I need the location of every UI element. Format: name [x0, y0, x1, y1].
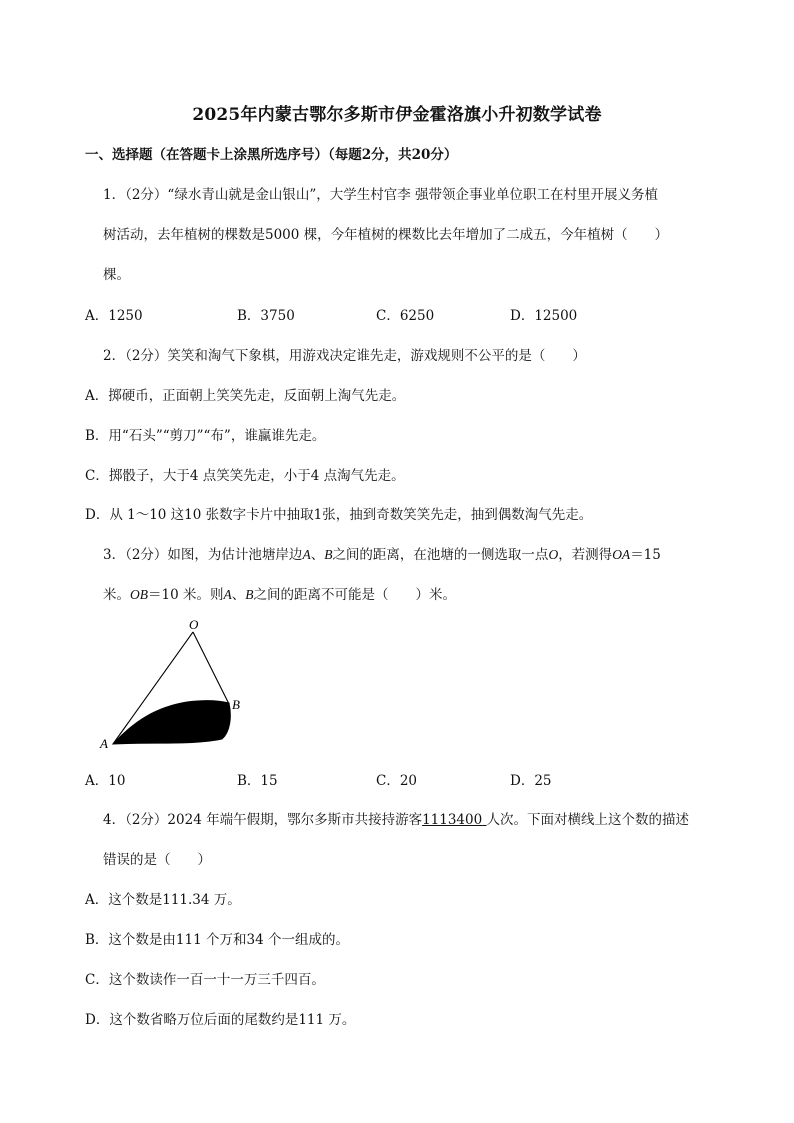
- label-a: A: [100, 736, 108, 751]
- q4-option-c[interactable]: C．这个数读作一百一十一万三千四百。: [85, 972, 325, 988]
- q3-option-c[interactable]: C．20: [376, 773, 418, 789]
- q4-option-b[interactable]: B．这个数是由111 个万和34 个一组成的。: [85, 932, 349, 948]
- q3-option-d[interactable]: D．25: [510, 773, 552, 789]
- q1-options: [85, 304, 577, 324]
- q4-line2: 错误的是（ ）: [103, 852, 211, 868]
- q1-option-a[interactable]: A．1250: [85, 308, 143, 324]
- q1-line2: 树活动，去年植树的棵数是5000 棵，今年植树的棵数比去年增加了二成五，今年植树（ ）: [103, 227, 669, 243]
- q1-option-c[interactable]: C．6250: [376, 308, 435, 324]
- q1-line3: 棵。: [103, 267, 130, 283]
- q2-option-d[interactable]: D．从 1～10 这10 张数字卡片中抽取1张，抽到奇数笑笑先走，抽到偶数淘气先走。: [85, 507, 593, 523]
- pond-figure: [95, 612, 255, 754]
- q3-option-b[interactable]: B．15: [237, 773, 278, 789]
- section-heading: 一、选择题（在答题卡上涂黑所选序号）（每题2分，共20分）: [85, 147, 458, 163]
- q1-line1: 1．（2分）“绿水青山就是金山银山”，大学生村官李 强带领企事业单位职工在村里开展义务植: [103, 187, 659, 203]
- q2-option-b[interactable]: B．用“石头”“剪刀”“布”，谁赢谁先走。: [85, 428, 326, 444]
- q2-option-a[interactable]: A．掷硬币，正面朝上笑笑先走，反面朝上淘气先走。: [85, 388, 406, 404]
- q4-line1: 4．（2分）2024 年端午假期，鄂尔多斯市共接持游客1113400 人次。下面对横线上这个数的描述: [103, 812, 689, 828]
- q1-option-b[interactable]: B．3750: [237, 308, 295, 324]
- segment-ob: [193, 632, 229, 704]
- label-o: O: [189, 617, 199, 632]
- q2-stem: 2．（2分）笑笑和淘气下象棋，用游戏决定谁先走，游戏规则不公平的是（ ）: [103, 348, 586, 364]
- page-title: 2025年内蒙古鄂尔多斯市伊金霍洛旗小升初数学试卷: [192, 105, 602, 125]
- pond-shape: [113, 701, 230, 744]
- q4-option-a[interactable]: A．这个数是111.34 万。: [85, 892, 241, 908]
- q1-option-d[interactable]: D．12500: [510, 308, 578, 324]
- label-b: B: [232, 697, 240, 712]
- q2-option-c[interactable]: C．掷骰子，大于4 点笑笑先走，小于4 点淘气先走。: [85, 468, 405, 484]
- underlined-number: 1113400: [422, 812, 483, 828]
- q4-option-d[interactable]: D．这个数省略万位后面的尾数约是111 万。: [85, 1012, 356, 1028]
- q3-options: [85, 769, 552, 789]
- q3-option-a[interactable]: A．10: [85, 773, 126, 789]
- q3-line2: 米。OB＝10 米。则A、B之间的距离不可能是（ ）米。: [103, 587, 456, 603]
- q3-line1: 3．（2分）如图，为估计池塘岸边A、B之间的距离，在池塘的一侧选取一点O，若测得OA＝15: [103, 547, 661, 563]
